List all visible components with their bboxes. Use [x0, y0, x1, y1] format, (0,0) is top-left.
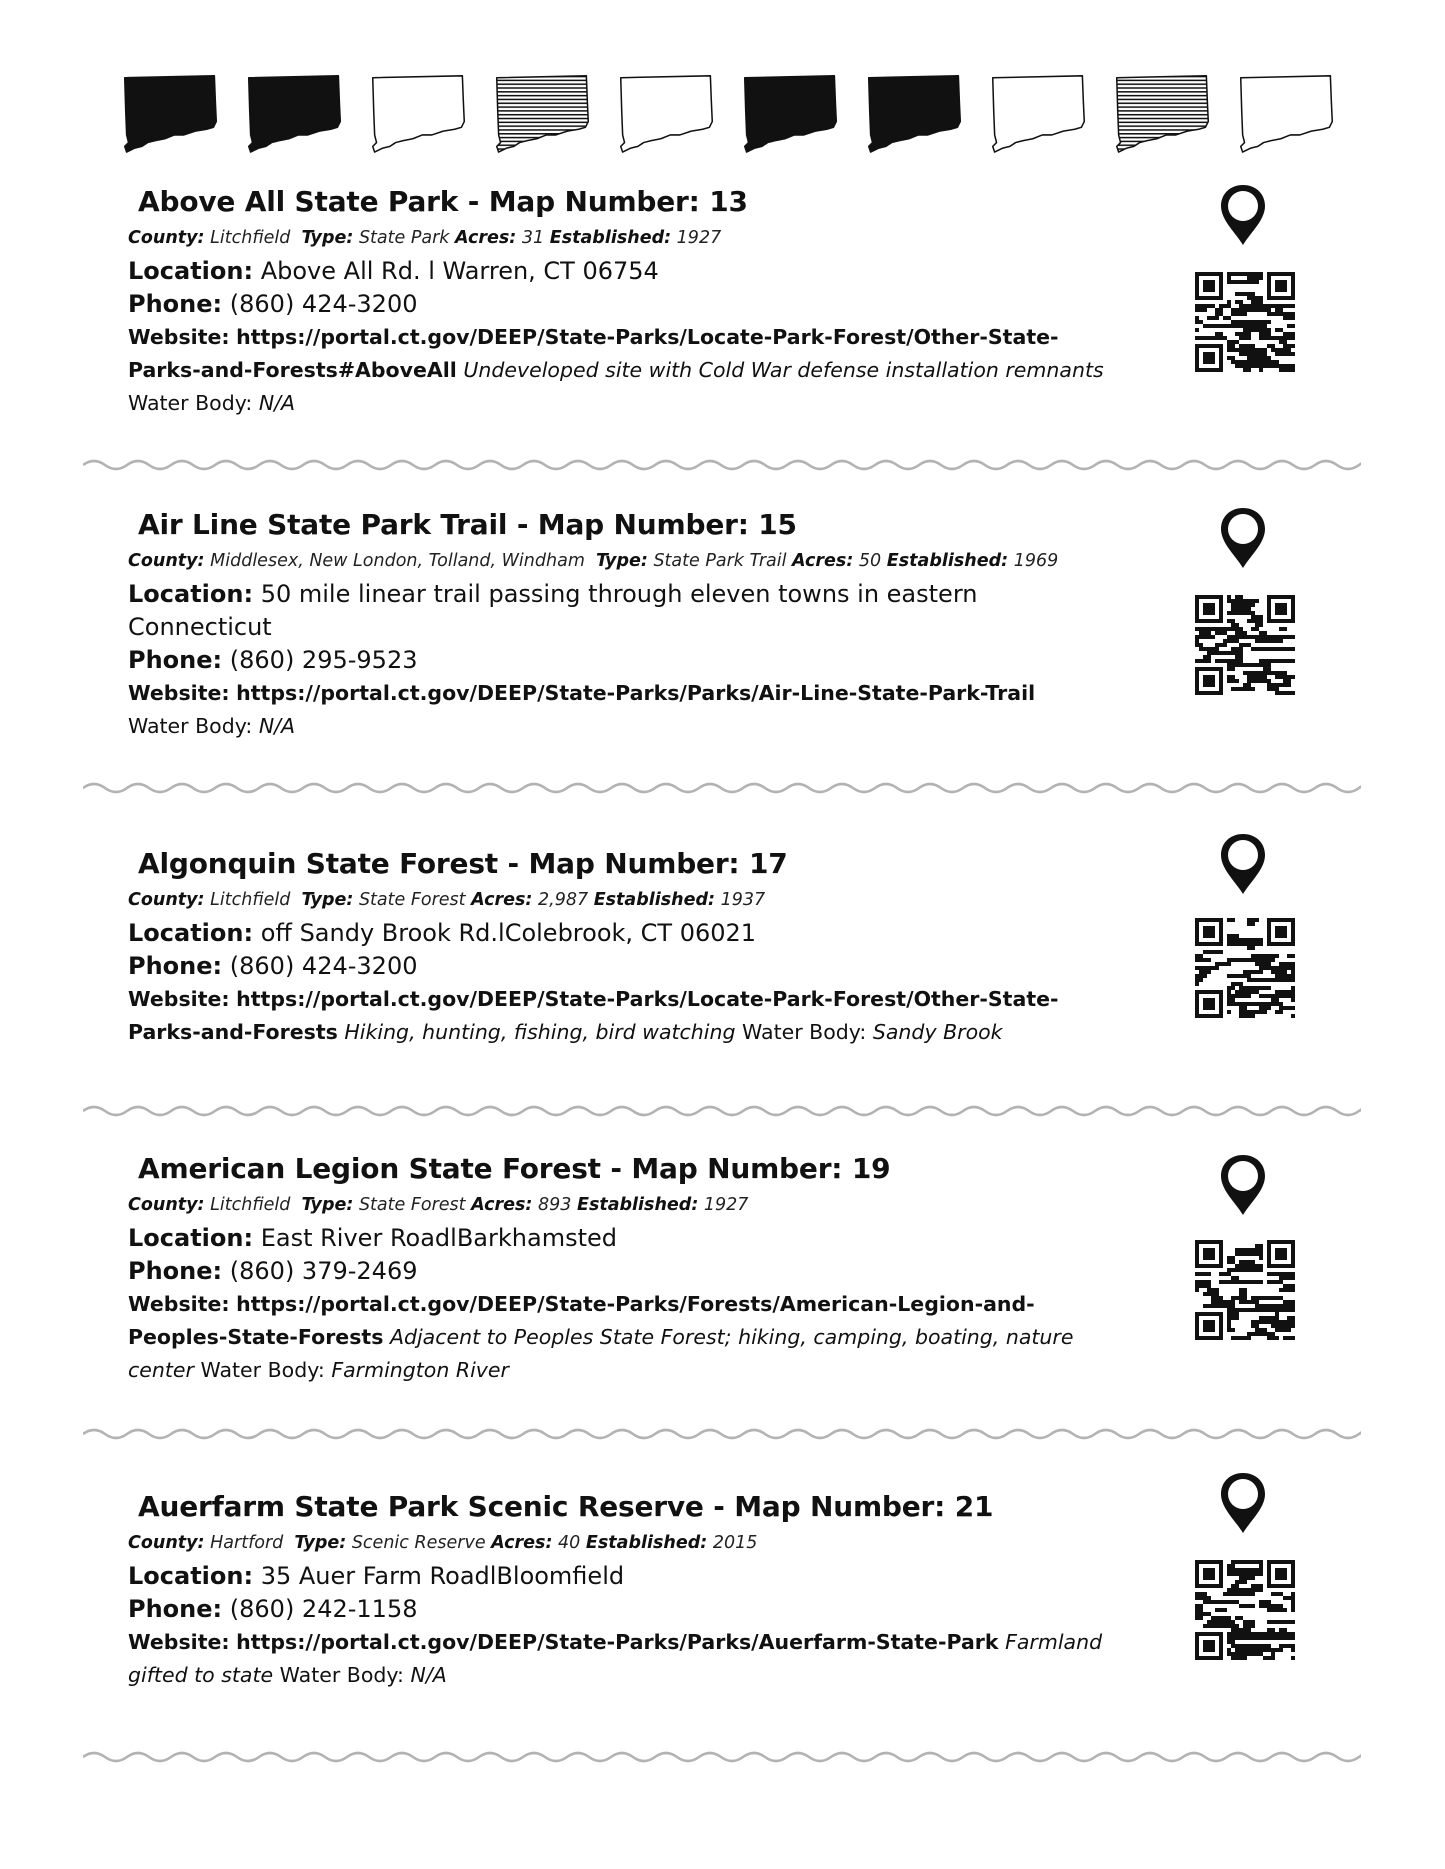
wave-divider	[83, 778, 1361, 798]
park-entry	[128, 1152, 1108, 1387]
acres-label: Acres:	[491, 1533, 553, 1553]
type-label: Type:	[294, 1533, 347, 1553]
website-block	[128, 321, 1108, 420]
park-title: American Legion State Forest - Map Number: 19	[138, 1152, 891, 1185]
website-label: Website:	[128, 325, 230, 349]
water-value: N/A	[258, 714, 296, 738]
park-title: Air Line State Park Trail - Map Number: 15	[138, 508, 797, 541]
type-value: State Forest	[358, 1195, 466, 1215]
park-title: Auerfarm State Park Scenic Reserve - Map Number: 21	[138, 1490, 994, 1523]
established-label: Established:	[886, 551, 1009, 571]
qr-code-icon[interactable]	[1195, 1240, 1295, 1340]
park-title: Algonquin State Forest - Map Number: 17	[138, 847, 788, 880]
connecticut-map-icon	[1110, 72, 1215, 154]
acres-label: Acres:	[471, 1195, 533, 1215]
location-line	[128, 1222, 1108, 1255]
park-meta	[128, 545, 1108, 578]
website-block	[128, 677, 1108, 743]
location-line	[128, 1560, 1108, 1593]
park-description: Undeveloped site with Cold War defense installation remnants	[463, 358, 1104, 382]
location-value: 50 mile linear trail passing through eleven towns in eastern Connecticut	[128, 580, 978, 641]
county-value: Litchfield	[210, 1195, 291, 1215]
phone-line	[128, 1593, 1108, 1626]
phone-value: (860) 424-3200	[229, 952, 418, 980]
phone-label: Phone:	[128, 952, 223, 980]
website-link[interactable]: https://portal.ct.gov/DEEP/State-​Parks/Locate-​Park-​Forest/Other-​State-​Parks-​and-​Forests#AboveAll	[128, 325, 1059, 382]
park-entry	[128, 1490, 1108, 1692]
location-pin-icon[interactable]	[1217, 505, 1269, 571]
county-label: County:	[128, 551, 205, 571]
phone-value: (860) 424-3200	[229, 290, 418, 318]
qr-code-icon[interactable]	[1195, 272, 1295, 372]
location-label: Location:	[128, 1224, 254, 1252]
type-label: Type:	[301, 228, 354, 248]
website-link[interactable]: https://portal.ct.gov/DEEP/State-​Parks/Parks/Auerfarm-​State-​Park	[236, 1630, 999, 1654]
acres-value: 50	[858, 551, 882, 571]
acres-label: Acres:	[455, 228, 517, 248]
established-value: 1937	[720, 890, 766, 910]
website-label: Website:	[128, 1292, 230, 1316]
park-title: Above All State Park - Map Number: 13	[138, 185, 748, 218]
location-label: Location:	[128, 1562, 254, 1590]
qr-code-icon[interactable]	[1195, 918, 1295, 1018]
established-value: 2015	[712, 1533, 758, 1553]
wave-divider	[83, 1101, 1361, 1121]
connecticut-map-icon	[614, 72, 719, 154]
location-value: off Sandy Brook Rd.lColebrook, CT 06021	[260, 919, 757, 947]
location-label: Location:	[128, 257, 254, 285]
website-link[interactable]: https://portal.ct.gov/DEEP/State-​Parks/Parks/Air-​Line-​State-​Park-​Trail	[236, 681, 1036, 705]
location-pin-icon[interactable]	[1217, 1152, 1269, 1218]
established-label: Established:	[576, 1195, 699, 1215]
location-pin-icon[interactable]	[1217, 1470, 1269, 1536]
phone-label: Phone:	[128, 1257, 223, 1285]
wave-divider	[83, 455, 1361, 475]
acres-value: 2,987	[538, 890, 589, 910]
county-label: County:	[128, 1195, 205, 1215]
acres-value: 31	[521, 228, 545, 248]
county-label: County:	[128, 1533, 205, 1553]
type-value: State Park	[358, 228, 450, 248]
county-value: Litchfield	[210, 228, 291, 248]
website-label: Website:	[128, 1630, 230, 1654]
wave-divider	[83, 1424, 1361, 1444]
location-line	[128, 917, 1108, 950]
county-value: Litchfield	[210, 890, 291, 910]
connecticut-map-icon	[490, 72, 595, 154]
water-label: Water Body:	[200, 1358, 325, 1382]
park-entry	[128, 185, 1108, 420]
water-value: N/A	[410, 1663, 447, 1687]
park-meta	[128, 1189, 1108, 1222]
water-value: Farmington River	[331, 1358, 509, 1382]
type-label: Type:	[596, 551, 648, 571]
acres-value: 40	[558, 1533, 581, 1553]
park-meta	[128, 1527, 1108, 1560]
type-label: Type:	[301, 1195, 354, 1215]
wave-divider	[83, 1747, 1361, 1767]
location-label: Location:	[128, 919, 254, 947]
established-label: Established:	[585, 1533, 708, 1553]
location-pin-icon[interactable]	[1217, 182, 1269, 248]
park-meta	[128, 884, 1108, 917]
park-description: Hiking, hunting, fishing, bird watching	[344, 1020, 736, 1044]
location-line	[128, 578, 1108, 644]
established-label: Established:	[593, 890, 716, 910]
county-value: Hartford	[210, 1533, 284, 1553]
established-value: 1969	[1013, 551, 1059, 571]
type-value: State Park Trail	[653, 551, 787, 571]
water-value: Sandy Brook	[872, 1020, 1003, 1044]
connecticut-map-icon	[242, 72, 347, 154]
phone-label: Phone:	[128, 646, 223, 674]
website-block	[128, 983, 1108, 1049]
connecticut-map-icon	[1234, 72, 1339, 154]
type-value: Scenic Reserve	[351, 1533, 486, 1553]
acres-label: Acres:	[792, 551, 854, 571]
qr-code-icon[interactable]	[1195, 595, 1295, 695]
website-block	[128, 1626, 1108, 1692]
connecticut-map-icon	[366, 72, 471, 154]
website-link[interactable]: https://portal.ct.gov/DEEP/State-​Parks/Forests/American-​Legion-​and-​Peoples-​State-​Forests	[128, 1292, 1035, 1349]
phone-label: Phone:	[128, 290, 223, 318]
phone-line	[128, 1255, 1108, 1288]
connecticut-map-icon	[986, 72, 1091, 154]
established-value: 1927	[676, 228, 722, 248]
state-icon-strip	[118, 72, 1338, 162]
established-value: 1927	[703, 1195, 749, 1215]
phone-line	[128, 288, 1108, 321]
phone-line	[128, 950, 1108, 983]
location-value: East River RoadlBarkhamsted	[260, 1224, 617, 1252]
acres-label: Acres:	[471, 890, 533, 910]
park-description: Adjacent to Peoples State Forest; hiking, camping, boating, nature center	[128, 1325, 1074, 1382]
connecticut-map-icon	[118, 72, 223, 154]
water-label: Water Body:	[279, 1663, 404, 1687]
type-value: State Forest	[358, 890, 466, 910]
website-label: Website:	[128, 987, 230, 1011]
type-label: Type:	[301, 890, 354, 910]
location-label: Location:	[128, 580, 254, 608]
county-value: Middlesex, New London, Tolland, Windham	[210, 551, 585, 571]
park-entry	[128, 847, 1108, 1049]
park-description: Farmland gifted to state	[128, 1630, 1103, 1687]
phone-value: (860) 379-2469	[229, 1257, 418, 1285]
phone-value: (860) 295-9523	[229, 646, 418, 674]
county-label: County:	[128, 228, 205, 248]
park-meta	[128, 222, 1108, 255]
park-entry	[128, 508, 1108, 743]
qr-code-icon[interactable]	[1195, 1560, 1295, 1660]
water-value: N/A	[258, 391, 296, 415]
location-pin-icon[interactable]	[1217, 831, 1269, 897]
county-label: County:	[128, 890, 205, 910]
water-label: Water Body:	[128, 714, 253, 738]
location-value: Above All Rd. l Warren, CT 06754	[260, 257, 659, 285]
water-label: Water Body:	[128, 391, 253, 415]
water-label: Water Body:	[742, 1020, 867, 1044]
connecticut-map-icon	[738, 72, 843, 154]
phone-line	[128, 644, 1108, 677]
acres-value: 893	[538, 1195, 572, 1215]
website-link[interactable]: https://portal.ct.gov/DEEP/State-​Parks/Locate-​Park-​Forest/Other-​State-​Parks-​and-​Forests	[128, 987, 1059, 1044]
established-label: Established:	[549, 228, 672, 248]
website-label: Website:	[128, 681, 230, 705]
website-block	[128, 1288, 1108, 1387]
connecticut-map-icon	[862, 72, 967, 154]
phone-value: (860) 242-1158	[229, 1595, 418, 1623]
location-value: 35 Auer Farm RoadlBloomfield	[260, 1562, 625, 1590]
phone-label: Phone:	[128, 1595, 223, 1623]
location-line	[128, 255, 1108, 288]
